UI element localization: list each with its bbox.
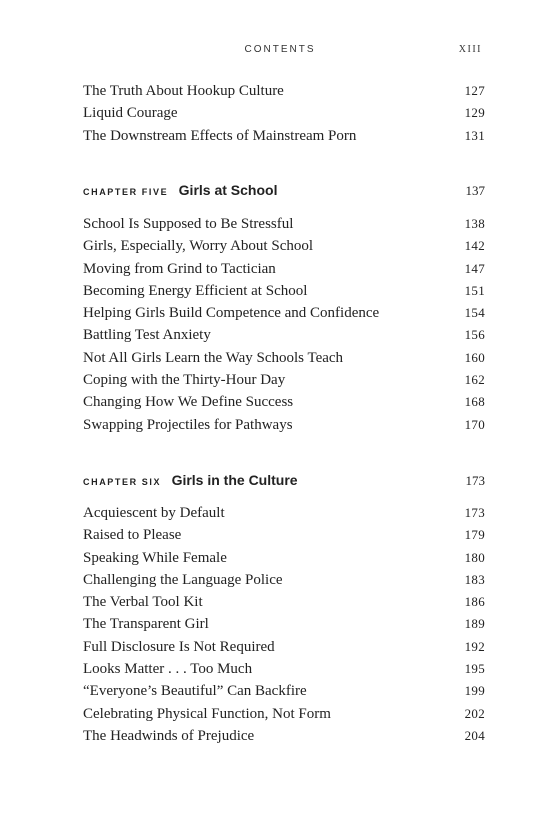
chapter-number: CHAPTER SIX [83,477,162,487]
chapter-page: 173 [465,473,485,488]
toc-entry-title: Changing How We Define Success [83,394,294,411]
toc-entry-page: 129 [464,105,485,121]
chapter-page: 137 [465,183,485,198]
toc-entry [83,524,485,546]
toc-entry [83,502,485,524]
toc-entry [83,725,485,747]
toc-entry-page: 186 [464,594,485,610]
toc-entry-title: Girls, Especially, Worry About School [83,238,314,255]
toc-entry-title: Looks Matter . . . Too Much [83,661,253,678]
toc-entry-page: 162 [464,372,485,388]
chapter-six-heading [83,468,485,492]
toc-entry-page: 173 [464,505,485,520]
toc-entry [83,280,485,302]
toc-entry-title: Battling Test Anxiety [83,327,211,344]
toc-entry-page: 168 [464,394,485,410]
toc-entry [83,591,485,613]
chapter-five-heading [83,178,485,202]
chapter-six-sections [83,502,485,747]
toc-entry-title: Challenging the Language Police [83,571,283,588]
running-head [0,44,560,60]
toc-entry-page: 189 [464,616,485,632]
toc-entry-page: 127 [464,83,485,98]
toc-entry [83,613,485,635]
toc-entry [83,369,485,391]
toc-entry-title: Moving from Grind to Tactician [83,260,276,277]
toc-entry-title: School Is Supposed to Be Stressful [83,216,294,232]
toc-entry [83,80,485,102]
toc-entry-page: 147 [464,260,485,276]
toc-entry-title: Not All Girls Learn the Way Schools Teach [83,349,344,366]
toc-entry [83,391,485,413]
toc-entry-title: Acquiescent by Default [83,505,225,521]
toc-entry [83,125,485,147]
toc-entry [83,324,485,346]
toc-entry-title: Full Disclosure Is Not Required [83,638,275,655]
chapter-number: CHAPTER FIVE [83,187,169,197]
toc-entry-page: 204 [464,727,485,743]
toc-entry-page: 154 [464,305,485,321]
toc-entry-title: Raised to Please [83,527,182,544]
toc-entry-title: Speaking While Female [83,549,227,566]
toc-entry [83,258,485,280]
toc-entry-title: The Truth About Hookup Culture [83,83,284,99]
chapter-title: Girls in the Culture [171,472,298,488]
toc-entry [83,213,485,235]
toc-entry [83,680,485,702]
toc-entry-page: 179 [464,527,485,543]
toc-entry [83,414,485,436]
toc-entry-page: 180 [464,549,485,565]
page-number: XIII [458,44,482,55]
toc-entry-title: Becoming Energy Efficient at School [83,282,308,299]
toc-entry [83,547,485,569]
toc-entry-page: 199 [464,683,485,699]
toc-entry [83,569,485,591]
toc-entry-title: “Everyone’s Beautiful” Can Backfire [83,683,307,700]
toc-entry-page: 156 [464,327,485,343]
toc-entry [83,347,485,369]
toc-entry-page: 202 [464,705,485,721]
toc-entry-title: Liquid Courage [83,105,178,122]
toc-entry-title: Helping Girls Build Competence and Confidence [83,305,380,322]
toc-entry-page: 160 [464,349,485,365]
toc-entry-title: Swapping Projectiles for Pathways [83,416,293,433]
toc-entry [83,658,485,680]
toc-entry-title: Celebrating Physical Function, Not Form [83,705,331,722]
toc-entry [83,703,485,725]
toc-entry-title: The Transparent Girl [83,616,209,633]
toc-entry-title: The Verbal Tool Kit [83,594,203,611]
toc-entry [83,102,485,124]
toc-entry-page: 131 [464,127,485,143]
toc-entry-title: The Headwinds of Prejudice [83,727,255,744]
toc-entry [83,302,485,324]
toc-entry-title: The Downstream Effects of Mainstream Porn [83,127,357,144]
toc-group-top [83,80,485,147]
toc-entry-page: 170 [464,416,485,432]
chapter-title: Girls at School [178,182,278,198]
toc-entry-page: 195 [464,661,485,677]
toc-entry-page: 138 [464,216,485,231]
toc-entry [83,636,485,658]
toc-entry-page: 183 [464,571,485,587]
toc-entry-title: Coping with the Thirty-Hour Day [83,372,286,389]
running-head-title: CONTENTS [244,44,316,55]
toc-entry [83,235,485,257]
toc-entry-page: 142 [464,238,485,254]
toc-entry-page: 151 [464,282,485,298]
chapter-five-sections [83,213,485,436]
toc-entry-page: 192 [464,638,485,654]
